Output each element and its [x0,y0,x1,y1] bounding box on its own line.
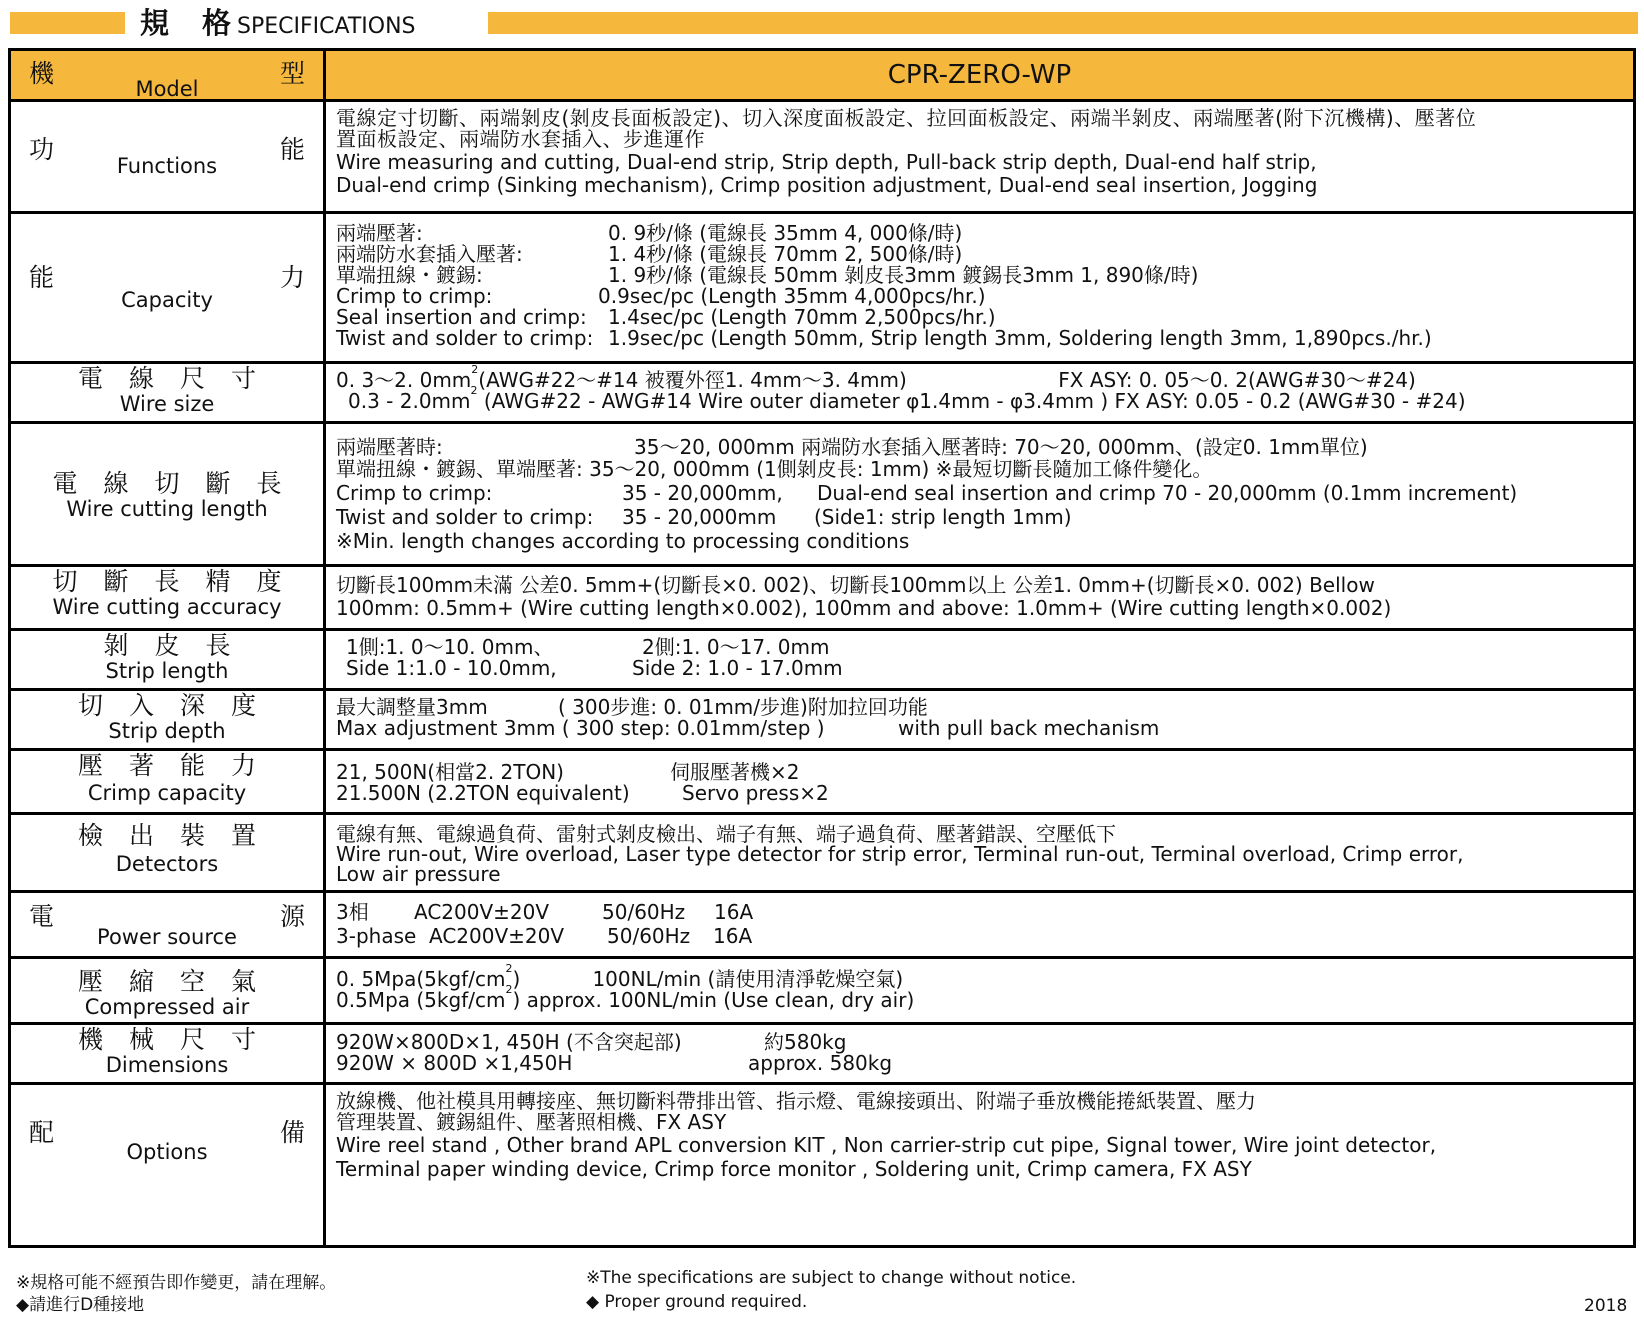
crimp-capacity-en-force: 21.500N (2.2TON equivalent) [336,781,630,805]
cutting-length-zh-1-label: 兩端壓著時: [336,435,443,459]
cutting-length-zh-1-value: 35～20, 000mm 兩端防水套插入壓著時: 70～20, 000mm、(設定0. 1mm單位) [634,435,1368,459]
footer-note-zh-1: ※規格可能不經預告即作變更，請在理解。 [16,1273,337,1293]
capacity-en-2-label: Seal insertion and crimp: [336,305,587,329]
capacity-label [10,213,325,363]
cutting-length-zh-1 [336,436,1633,458]
dimensions-label-en: Dimensions [105,1053,229,1077]
air-zh-flow: 100NL/min (請使用清淨乾燥空氣) [592,967,904,991]
power-label-zh-right: 源 [279,902,305,931]
strip-depth-zh [336,697,1633,718]
strip-depth-en-max: Max adjustment 3mm ( 300 step: 0.01mm/step ) [336,716,825,740]
power-zh-voltage: AC200V±20V [414,900,550,924]
model-value: CPR-ZERO-WP [325,50,1635,101]
options-label-zh-left: 配 [29,1118,55,1147]
footer-note-zh-2: ◆請進行D種接地 [16,1295,145,1315]
strip-length-label [10,630,325,690]
wire-size-zh-awg: (AWG#22～#14 被覆外徑1. 4mm～3. 4mm) [478,368,907,392]
crimp-capacity-label-en: Crimp capacity [87,781,247,805]
capacity-zh-row-3 [336,265,1633,286]
air-en-pressure: 0.5Mpa (5kgf/cm [336,988,506,1012]
cutting-length-en-2-label: Twist and solder to crimp: [336,505,594,529]
strip-depth-label-zh: 切入深度 [77,691,282,720]
cutting-length-en-1-seal: Dual-end seal insertion and crimp 70 - 20,000mm (0.1mm increment) [817,481,1518,505]
spec-row-cutting-length [10,423,1635,566]
power-label [10,892,325,958]
wire-size-value [325,363,1635,423]
power-label-en: Power source [97,925,237,949]
capacity-zh-1-label: 兩端壓著: [336,221,423,245]
capacity-en-1-value: 0.9sec/pc (Length 35mm 4,000pcs/hr.) [598,284,986,308]
capacity-en-3-label: Twist and solder to crimp: [336,326,594,350]
strip-depth-label-en: Strip depth [108,719,226,743]
crimp-capacity-label [10,750,325,814]
strip-depth-zh-max: 最大調整量3mm [336,695,488,719]
capacity-en-row-1 [336,286,1633,307]
strip-length-label-zh: 剝皮長 [103,631,257,660]
options-en-1: Wire reel stand , Other brand APL conversion KIT , Non carrier-strip cut pipe, Signal tower, Wire joint detector, [336,1133,1437,1157]
strip-length-zh-side2: 2側:1. 0～17. 0mm [642,635,830,659]
strip-depth-value [325,690,1635,750]
cutting-length-label-en: Wire cutting length [66,497,268,521]
dimensions-zh-size: 920W×800D×1, 450H (不含突起部) [336,1030,682,1054]
crimp-capacity-en-servo: Servo press×2 [682,781,829,805]
spec-row-air [10,958,1635,1024]
strip-length-en-side2: Side 2: 1.0 - 17.0mm [632,656,843,680]
options-zh-1: 放線機、他社模具用轉接座、無切斷料帶排出管、指示燈、電線接頭出、附端子垂放機能捲紙裝置、壓力 [336,1089,1256,1113]
power-en [336,924,1633,948]
options-zh-2: 管理裝置、鍍錫組件、壓著照相機、FX ASY [336,1110,727,1134]
spec-row-crimp-capacity [10,750,1635,814]
header-accent-bar-right [488,12,1638,34]
strip-length-en [346,658,1633,679]
wire-size-en-range: 0.3 - 2.0mm [348,389,471,413]
air-value [325,958,1635,1024]
cutting-accuracy-label-zh: 切斷長精度 [52,567,308,596]
cutting-accuracy-label-en: Wire cutting accuracy [52,595,282,619]
power-zh-phase: 3相 [336,900,369,924]
cutting-length-zh-2: 單端扭線・鍍錫、單端壓著: 35～20, 000mm (1側剝皮長: 1mm) ※最短切斷長隨加工條件變化。 [336,457,1213,481]
cutting-length-label-zh: 電線切斷長 [52,469,308,498]
spec-row-dimensions [10,1024,1635,1084]
wire-size-label-en: Wire size [119,392,215,416]
crimp-capacity-en [336,783,1633,804]
power-en-voltage: AC200V±20V [429,924,565,948]
air-en-sup: 2 [505,983,513,996]
options-label-en: Options [126,1140,208,1164]
detectors-value [325,814,1635,892]
dimensions-label [10,1024,325,1084]
spec-row-detectors [10,814,1635,892]
crimp-capacity-zh-servo: 伺服壓著機×2 [670,760,800,784]
power-value [325,892,1635,958]
spec-row-functions [10,101,1635,213]
strip-length-value [325,630,1635,690]
cutting-length-en-1-label: Crimp to crimp: [336,481,493,505]
capacity-en-row-3 [336,328,1633,349]
detectors-en-1: Wire run-out, Wire overload, Laser type detector for strip error, Terminal run-out, Terminal overload, Crimp error, [336,842,1464,866]
strip-depth-zh-step: ( 300步進: 0. 01mm/步進)附加拉回功能 [558,695,928,719]
power-en-freq: 50/60Hz [607,924,691,948]
detectors-label-zh: 檢出裝置 [77,821,282,850]
model-label-zh-right: 型 [279,59,305,88]
capacity-value [325,213,1635,363]
spec-row-wire-size [10,363,1635,423]
footer-note-en-1: ※The specifications are subject to change without notice. [586,1268,1077,1288]
dimensions-zh [336,1032,1633,1053]
cutting-length-en-2-range: 35 - 20,000mm [622,505,777,529]
air-zh-pressure: 0. 5Mpa(5kgf/cm [336,967,506,991]
power-zh-freq: 50/60Hz [602,900,686,924]
cutting-accuracy-line-2: 100mm: 0.5mm+ (Wire cutting length×0.002), 100mm and above: 1.0mm+ (Wire cutting length×0.002) [336,596,1392,620]
detectors-label [10,814,325,892]
cutting-length-value [325,423,1635,566]
power-label-zh-left: 電 [29,902,55,931]
options-en-2: Terminal paper winding device, Crimp force monitor , Soldering unit, Crimp camera, FX ASY [336,1157,1252,1181]
dimensions-value [325,1024,1635,1084]
air-zh-close: ) [512,967,521,991]
crimp-capacity-zh [336,762,1633,783]
dimensions-label-zh: 機械尺寸 [77,1025,282,1054]
strip-length-en-side1: Side 1:1.0 - 10.0mm, [346,656,557,680]
spec-row-model [10,50,1635,101]
cutting-length-note: ※Min. length changes according to processing conditions [336,529,910,553]
functions-label-zh-right: 能 [279,135,305,164]
capacity-zh-row-2 [336,244,1633,265]
footer-year: 2018 [1584,1296,1628,1316]
options-label-zh-right: 備 [279,1118,305,1147]
functions-en-2: Dual-end crimp (Sinking mechanism), Crimp position adjustment, Dual-end seal insertion, Jogging [336,173,1318,197]
dimensions-en-weight: approx. 580kg [748,1051,893,1075]
power-en-current: 16A [713,924,753,948]
wire-size-en-sup: 2 [470,384,478,397]
capacity-label-zh-right: 力 [279,263,305,292]
dimensions-zh-weight: 約580kg [764,1030,847,1054]
functions-label [10,101,325,213]
capacity-label-zh-left: 能 [29,263,55,292]
detectors-label-en: Detectors [115,852,219,876]
wire-size-zh-sup: 2 [471,363,479,376]
capacity-label-en: Capacity [121,288,213,312]
power-zh [336,900,1633,924]
detectors-en-2: Low air pressure [336,862,501,886]
air-en-flow: ) approx. 100NL/min (Use clean, dry air) [512,988,915,1012]
wire-size-zh-fx: FX ASY: 0. 05～0. 2(AWG#30～#24) [1058,368,1416,392]
capacity-zh-row-1 [336,223,1633,244]
cutting-accuracy-line-1: 切斷長100mm未滿 公差0. 5mm+(切斷長×0. 002)、切斷長100mm以上 公差1. 0mm+(切斷長×0. 002) Bellow [336,573,1375,597]
wire-size-zh-line [336,363,1633,392]
cutting-length-en-2 [336,506,1633,528]
strip-length-zh [346,637,1633,658]
cutting-length-en-2-side: (Side1: strip length 1mm) [814,505,1072,529]
cutting-length-en-1-range: 35 - 20,000mm, [622,481,783,505]
spec-row-power [10,892,1635,958]
footer-note-en-2: ◆ Proper ground required. [586,1292,808,1312]
spec-table [8,48,1636,1248]
spec-row-strip-depth [10,690,1635,750]
capacity-en-3-value: 1.9sec/pc (Length 50mm, Strip length 3mm, Soldering length 3mm, 1,890pcs./hr.) [608,326,1432,350]
cutting-accuracy-value [325,566,1635,630]
page-title-zh: 規 格 [140,6,234,40]
wire-size-zh-range: 0. 3～2. 0mm [336,368,472,392]
page-title [140,2,416,42]
power-en-phase: 3-phase [336,924,417,948]
spec-row-cutting-accuracy [10,566,1635,630]
air-label-zh: 壓縮空氣 [77,967,282,996]
strip-length-zh-side1: 1側:1. 0～10. 0mm、 [346,635,554,659]
cutting-accuracy-label [10,566,325,630]
options-value [325,1084,1635,1247]
model-label-zh-left: 機 [29,59,55,88]
air-en [336,983,1633,1012]
wire-size-label [10,363,325,423]
air-zh [336,962,1633,991]
capacity-zh-1-value: 0. 9秒/條 (電線長 35mm 4, 000條/時) [608,221,963,245]
functions-zh-1: 電線定寸切斷、兩端剝皮(剝皮長面板設定)、切入深度面板設定、拉回面板設定、兩端半剝皮、兩端壓著(附下沉機構)、壓著位 [336,106,1477,130]
wire-size-label-zh: 電線尺寸 [77,364,282,393]
cutting-length-en-1 [336,482,1633,504]
spec-row-options [10,1084,1635,1247]
wire-size-en-line [336,384,1633,413]
dimensions-en [336,1053,1633,1074]
detectors-zh-1: 電線有無、電線過負荷、雷射式剝皮檢出、端子有無、端子過負荷、壓著錯誤、空壓低下 [336,822,1116,846]
capacity-en-row-2 [336,307,1633,328]
capacity-zh-3-label: 單端扭線・鍍錫: [336,263,483,287]
air-label-en: Compressed air [84,995,250,1019]
functions-label-zh-left: 功 [29,135,55,164]
functions-en-1: Wire measuring and cutting, Dual-end strip, Strip depth, Pull-back strip depth, Dual-end half strip, [336,150,1317,174]
dimensions-en-size: 920W × 800D ×1,450H [336,1051,573,1075]
functions-zh-2: 置面板設定、兩端防水套插入、步進運作 [336,127,705,151]
model-label [10,50,325,101]
wire-size-en-awg: (AWG#22 - AWG#14 Wire outer diameter φ1.4mm - φ3.4mm ) FX ASY: 0.05 - 0.2 (AWG#30 - #24) [477,389,1466,413]
capacity-zh-3-value: 1. 9秒/條 (電線長 50mm 剝皮長3mm 鍍錫長3mm 1, 890條/時) [608,263,1199,287]
crimp-capacity-value [325,750,1635,814]
options-label [10,1084,325,1247]
air-zh-sup: 2 [505,962,513,975]
spec-row-strip-length [10,630,1635,690]
model-label-en: Model [135,77,199,101]
spec-row-capacity [10,213,1635,363]
capacity-en-1-label: Crimp to crimp: [336,284,493,308]
capacity-en-2-value: 1.4sec/pc (Length 70mm 2,500pcs/hr.) [608,305,996,329]
strip-depth-en-pullback: with pull back mechanism [898,716,1160,740]
crimp-capacity-zh-force: 21, 500N(相當2. 2TON) [336,760,564,784]
header-accent-bar-left [10,12,125,34]
functions-value [325,101,1635,213]
power-zh-current: 16A [714,900,754,924]
strip-depth-label [10,690,325,750]
cutting-length-label [10,423,325,566]
capacity-zh-2-value: 1. 4秒/條 (電線長 70mm 2, 500條/時) [608,242,963,266]
strip-depth-en [336,718,1633,739]
crimp-capacity-label-zh: 壓著能力 [77,751,282,780]
air-label [10,958,325,1024]
page-title-en: SPECIFICATIONS [237,14,416,39]
functions-label-en: Functions [116,154,218,178]
strip-length-label-en: Strip length [105,659,229,683]
capacity-zh-2-label: 兩端防水套插入壓著: [336,242,523,266]
